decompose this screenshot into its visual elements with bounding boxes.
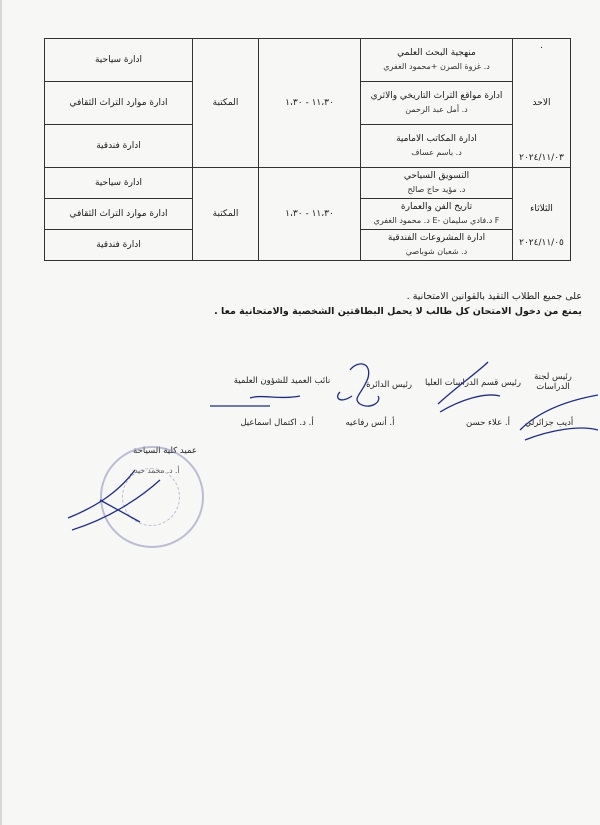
dean-title: عميد كلية السياحة (133, 446, 197, 456)
department-cell: ادارة موارد التراث الثقافي (45, 199, 193, 230)
subject-doctor: د. أمل عبد الرحمن (405, 104, 468, 114)
subject-title: التسويق السياحي (403, 171, 470, 182)
subject-title: ادارة مواقع التراث التاريخي والاثري (370, 91, 503, 102)
day-name: الاحد (532, 98, 551, 108)
signature-stroke-grad (438, 362, 500, 412)
signature-stroke-vice (210, 396, 300, 406)
department-cell: ادارة فندقية (45, 125, 193, 168)
time-cell: ١١،٣٠ - ١،٣٠ (259, 39, 361, 168)
subject-title: منهجية البحث العلمي (397, 48, 476, 59)
day-mark: ٠ (539, 43, 544, 53)
subject-doctor: د. شعبان شوباصي (405, 246, 468, 256)
signature-stroke-dept (338, 364, 379, 406)
department-cell: ادارة سياحية (45, 168, 193, 199)
subject-doctor: د. مؤيد حاج صالح (407, 184, 466, 194)
note-line: على جميع الطلاب التقيد بالقوانين الامتحانية . (406, 291, 582, 302)
department-cell: ادارة موارد التراث الثقافي (45, 82, 193, 125)
dean-name: أ. د. محمد حيدر (130, 466, 180, 475)
department-head-title: رئيس الدائرة (366, 380, 412, 390)
subject-title: تاريخ الفن والعمارة (400, 202, 473, 213)
subject-title: ادارة المشروعات الفندقية (387, 233, 486, 244)
committee-head-name: أديب جزائرلي (524, 418, 574, 428)
grad-studies-title: رئيس قسم الدراسات العليا (425, 378, 521, 388)
department-head-name: أ. أنس رفاعيه (345, 418, 395, 428)
subject-title: ادارة المكاتب الامامية (396, 134, 477, 145)
day-name: الثلاثاء (530, 204, 553, 214)
department-cell: ادارة فندقية (45, 230, 193, 261)
subject-doctor: د. غزوة الصرن +محمود الغفري (383, 61, 490, 71)
hall-cell: المكتبة (193, 39, 259, 168)
vice-dean-name: أ. د. اكتمال اسماعيل (240, 418, 314, 428)
exam-date: ٢٠٢٤/١١/٠٥ (519, 238, 564, 248)
exam-date: ٢٠٢٤/١١/٠٣ (519, 153, 564, 163)
signature-stroke-dean (68, 470, 160, 530)
signature-stroke-committee (520, 395, 598, 440)
grad-studies-name: أ. علاء حسن (466, 418, 510, 428)
subject-doctor: د. باسم عساف (411, 147, 462, 157)
committee-head-title: رئيس لجنة الدراسات (534, 372, 572, 392)
vice-dean-title: نائب العميد للشؤون العلمية (233, 376, 331, 386)
note-line: يمنع من دخول الامتحان كل طالب لا يحمل البطاقتين الشخصية والامتحانية معا . (214, 305, 582, 317)
time-cell: ١١،٣٠ - ١،٣٠ (259, 168, 361, 261)
department-cell: ادارة سياحية (45, 39, 193, 82)
hall-cell: المكتبة (193, 168, 259, 261)
subject-doctor: د. محمود الغفري E- د.فادي سليمان F (373, 215, 500, 225)
